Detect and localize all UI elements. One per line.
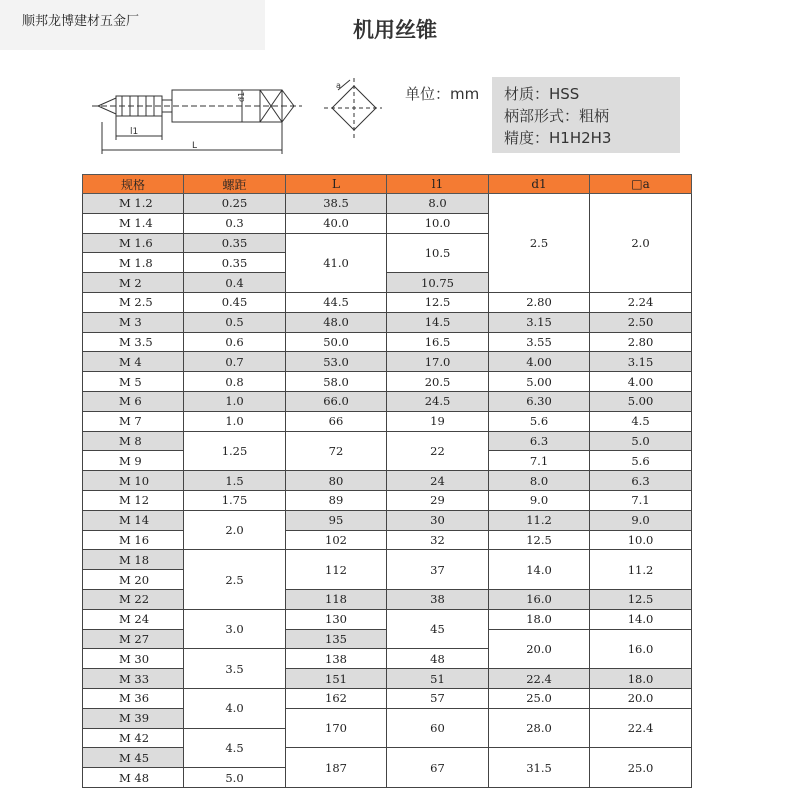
table-cell: 51 — [387, 669, 489, 689]
table-cell: M 18 — [83, 550, 184, 570]
table-cell: 10.0 — [387, 213, 489, 233]
table-cell: 58.0 — [286, 372, 387, 392]
table-cell: 3.55 — [489, 332, 590, 352]
table-cell: M 2 — [83, 273, 184, 293]
table-cell: M 7 — [83, 411, 184, 431]
table-cell: 4.00 — [590, 372, 692, 392]
table-cell: 20.0 — [590, 688, 692, 708]
table-cell: 0.45 — [184, 292, 286, 312]
page-title: 机用丝锥 — [353, 18, 437, 42]
table-cell: 130 — [286, 609, 387, 629]
L-label: L — [192, 141, 198, 151]
table-cell: 12.5 — [590, 589, 692, 609]
table-cell: 18.0 — [489, 609, 590, 629]
table-cell: 12.5 — [489, 530, 590, 550]
table-cell: 53.0 — [286, 352, 387, 372]
table-cell: M 4 — [83, 352, 184, 372]
l1-label: l1 — [130, 127, 139, 137]
table-cell: 1.0 — [184, 411, 286, 431]
table-cell: 3.0 — [184, 609, 286, 649]
table-cell: 18.0 — [590, 669, 692, 689]
table-cell: M 12 — [83, 490, 184, 510]
table-cell: M 14 — [83, 510, 184, 530]
table-cell: 48 — [387, 649, 489, 669]
table-cell: 66.0 — [286, 391, 387, 411]
table-cell: 22 — [387, 431, 489, 471]
table-row — [83, 530, 692, 550]
table-cell: 2.24 — [590, 292, 692, 312]
table-cell: 0.7 — [184, 352, 286, 372]
table-row — [83, 708, 692, 728]
table-cell: 170 — [286, 708, 387, 748]
table-cell: M 8 — [83, 431, 184, 451]
a-label: a — [336, 81, 341, 90]
table-cell: M 6 — [83, 391, 184, 411]
table-cell: 2.0 — [184, 510, 286, 550]
table-cell: 44.5 — [286, 292, 387, 312]
table-cell: 48.0 — [286, 312, 387, 332]
table-cell: M 33 — [83, 669, 184, 689]
table-cell: 40.0 — [286, 213, 387, 233]
table-cell: M 24 — [83, 609, 184, 629]
table-cell: 10.0 — [590, 530, 692, 550]
table-cell: M 1.4 — [83, 213, 184, 233]
column-header: d1 — [489, 175, 590, 194]
table-cell: 32 — [387, 530, 489, 550]
table-cell: 0.6 — [184, 332, 286, 352]
table-row — [83, 431, 692, 451]
table-cell: M 36 — [83, 688, 184, 708]
table-cell: 2.5 — [184, 550, 286, 609]
table-cell: 162 — [286, 688, 387, 708]
table-row — [83, 194, 692, 214]
table-cell: 28.0 — [489, 708, 590, 748]
table-cell: 1.0 — [184, 391, 286, 411]
table-cell: M 1.8 — [83, 253, 184, 273]
table-cell: 14.5 — [387, 312, 489, 332]
table-cell: 102 — [286, 530, 387, 550]
table-cell: 1.25 — [184, 431, 286, 471]
table-cell: 45 — [387, 609, 489, 649]
table-cell: 5.00 — [590, 391, 692, 411]
table-cell: 5.0 — [590, 431, 692, 451]
table-cell: 0.25 — [184, 194, 286, 214]
table-cell: 0.35 — [184, 253, 286, 273]
table-cell: 60 — [387, 708, 489, 748]
table-cell: 10.75 — [387, 273, 489, 293]
spec-info-box — [492, 77, 680, 153]
table-row — [83, 332, 692, 352]
table-cell: 10.5 — [387, 233, 489, 273]
table-row — [83, 352, 692, 372]
table-row — [83, 391, 692, 411]
table-cell: 29 — [387, 490, 489, 510]
table-cell: 5.00 — [489, 372, 590, 392]
shop-watermark: 顺邦龙博建材五金厂 — [0, 0, 265, 50]
table-cell: 0.35 — [184, 233, 286, 253]
table-cell: 2.0 — [590, 194, 692, 293]
table-cell: 5.6 — [590, 451, 692, 471]
table-cell: 89 — [286, 490, 387, 510]
table-cell: 25.0 — [489, 688, 590, 708]
table-row — [83, 589, 692, 609]
table-row — [83, 748, 692, 768]
spec-table — [82, 174, 692, 788]
table-row — [83, 688, 692, 708]
table-cell: 80 — [286, 471, 387, 491]
table-cell: 4.5 — [590, 411, 692, 431]
table-cell: M 39 — [83, 708, 184, 728]
table-cell: 3.5 — [184, 649, 286, 689]
table-cell: M 2.5 — [83, 292, 184, 312]
table-cell: M 27 — [83, 629, 184, 649]
table-cell: 0.3 — [184, 213, 286, 233]
table-cell: M 45 — [83, 748, 184, 768]
table-cell: 6.3 — [489, 431, 590, 451]
table-cell: 0.4 — [184, 273, 286, 293]
table-cell: 41.0 — [286, 233, 387, 292]
table-cell: 3.15 — [489, 312, 590, 332]
table-cell: 2.50 — [590, 312, 692, 332]
table-cell: 118 — [286, 589, 387, 609]
table-header-row — [83, 175, 692, 194]
table-cell: 0.8 — [184, 372, 286, 392]
table-cell: 22.4 — [590, 708, 692, 748]
column-header: l1 — [387, 175, 489, 194]
table-cell: 151 — [286, 669, 387, 689]
column-header: L — [286, 175, 387, 194]
table-cell: M 3 — [83, 312, 184, 332]
table-cell: 16.0 — [489, 589, 590, 609]
table-cell: 1.5 — [184, 471, 286, 491]
table-cell: 2.80 — [489, 292, 590, 312]
table-cell: 11.2 — [590, 550, 692, 590]
table-cell: 25.0 — [590, 748, 692, 788]
table-cell: 67 — [387, 748, 489, 788]
table-cell: 7.1 — [489, 451, 590, 471]
table-cell: M 1.2 — [83, 194, 184, 214]
table-cell: 2.5 — [489, 194, 590, 293]
table-cell: 9.0 — [590, 510, 692, 530]
table-cell: 9.0 — [489, 490, 590, 510]
table-cell: 37 — [387, 550, 489, 590]
table-cell: 4.5 — [184, 728, 286, 768]
column-header: 螺距 — [184, 175, 286, 194]
table-cell: 24.5 — [387, 391, 489, 411]
table-row — [83, 609, 692, 629]
table-cell: 112 — [286, 550, 387, 590]
table-body — [83, 194, 692, 788]
table-row — [83, 471, 692, 491]
table-cell: M 5 — [83, 372, 184, 392]
table-cell: 187 — [286, 748, 387, 788]
column-header: □a — [590, 175, 692, 194]
table-cell: 30 — [387, 510, 489, 530]
table-row — [83, 411, 692, 431]
table-cell: 12.5 — [387, 292, 489, 312]
table-cell: 16.0 — [590, 629, 692, 669]
table-row — [83, 510, 692, 530]
table-cell: M 9 — [83, 451, 184, 471]
table-cell: 6.3 — [590, 471, 692, 491]
table-cell: 95 — [286, 510, 387, 530]
table-row — [83, 312, 692, 332]
table-row — [83, 372, 692, 392]
table-cell: M 10 — [83, 471, 184, 491]
table-cell: M 16 — [83, 530, 184, 550]
table-cell: 2.80 — [590, 332, 692, 352]
table-cell: 38 — [387, 589, 489, 609]
table-cell: M 30 — [83, 649, 184, 669]
table-cell: 5.0 — [184, 768, 286, 788]
table-cell: 4.0 — [184, 688, 286, 728]
shank-line: 柄部形式：粗柄 — [504, 107, 610, 125]
table-cell: 6.30 — [489, 391, 590, 411]
table-row — [83, 669, 692, 689]
material-line: 材质：HSS — [504, 85, 580, 103]
table-row — [83, 550, 692, 570]
table-cell: M 1.6 — [83, 233, 184, 253]
table-cell: 5.6 — [489, 411, 590, 431]
table-cell: 0.5 — [184, 312, 286, 332]
unit-label: 单位：mm — [405, 85, 480, 103]
table-cell: 8.0 — [387, 194, 489, 214]
table-cell: 3.15 — [590, 352, 692, 372]
table-cell: M 20 — [83, 570, 184, 590]
table-cell: 14.0 — [590, 609, 692, 629]
table-cell: 50.0 — [286, 332, 387, 352]
table-cell: 16.5 — [387, 332, 489, 352]
table-row — [83, 292, 692, 312]
table-cell: 57 — [387, 688, 489, 708]
table-cell: 14.0 — [489, 550, 590, 590]
table-cell: M 48 — [83, 768, 184, 788]
tap-diagram — [92, 78, 382, 158]
table-cell: 11.2 — [489, 510, 590, 530]
table-cell: 8.0 — [489, 471, 590, 491]
column-header: 规格 — [83, 175, 184, 194]
table-cell: 17.0 — [387, 352, 489, 372]
table-cell: 138 — [286, 649, 387, 669]
table-cell: 19 — [387, 411, 489, 431]
table-cell: 31.5 — [489, 748, 590, 788]
table-cell: 135 — [286, 629, 387, 649]
table-cell: 20.5 — [387, 372, 489, 392]
table-row — [83, 490, 692, 510]
table-cell: 4.00 — [489, 352, 590, 372]
d1-label: d1 — [237, 91, 246, 102]
table-cell: M 22 — [83, 589, 184, 609]
table-cell: 38.5 — [286, 194, 387, 214]
table-cell: 22.4 — [489, 669, 590, 689]
table-cell: 1.75 — [184, 490, 286, 510]
table-cell: 72 — [286, 431, 387, 471]
table-cell: 66 — [286, 411, 387, 431]
table-cell: 24 — [387, 471, 489, 491]
table-cell: M 42 — [83, 728, 184, 748]
table-cell: 7.1 — [590, 490, 692, 510]
table-cell: M 3.5 — [83, 332, 184, 352]
precision-line: 精度：H1H2H3 — [504, 129, 612, 147]
table-cell: 20.0 — [489, 629, 590, 669]
